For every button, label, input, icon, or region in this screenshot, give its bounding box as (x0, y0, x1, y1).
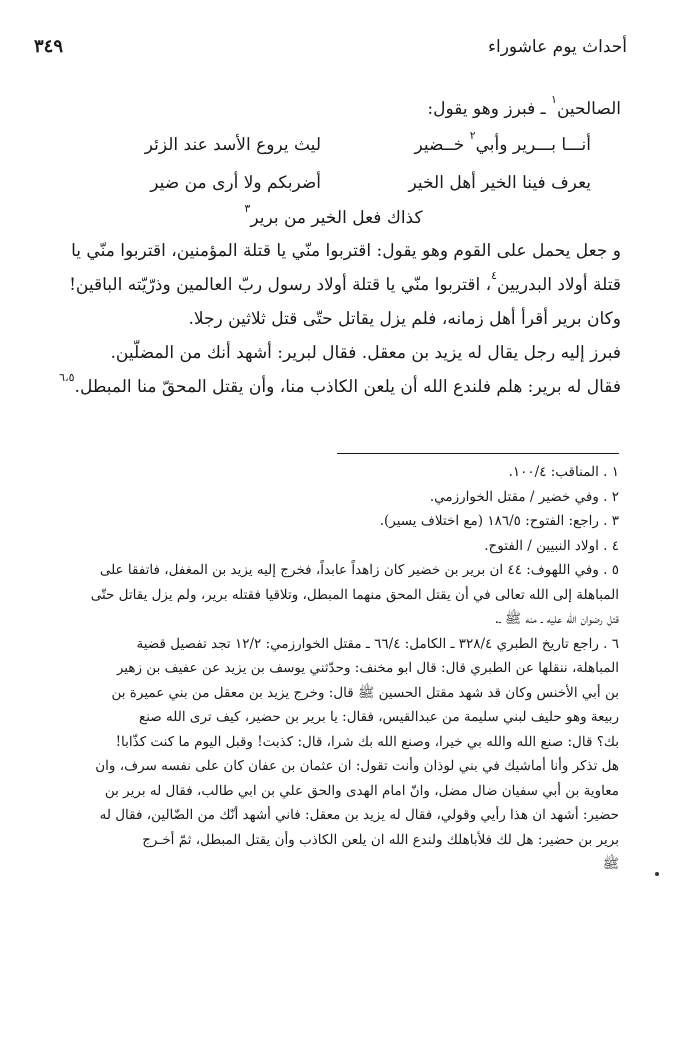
footnote-line: بك؟ قال: صنع الله والله بي خيرا، وصنع الله بك شرا، قال: كذبت! وقبل اليوم ما كنت كذّابا! (115, 733, 619, 750)
footnote-line: ٣ . راجع: الفتوح: ١٨٦/٥ (مع اختلاف يسير). (379, 513, 619, 529)
footnote-ref: ٣ (244, 202, 251, 216)
intro-rest: ـ فبرز وهو يقول: (427, 99, 552, 119)
verse-hemistich-first: يعرف فينا الخير أهل الخير (408, 173, 591, 193)
verse-row (46, 126, 621, 164)
line-text: فبرز إليه رجل يقال له يزيد بن معقل. فقال لبرير: أشهد أنك من المضلّين. (110, 343, 621, 363)
footnote-line: المباهلة إلى الله تعالى في أن يقتل المحق منهما المبطل، وتلاقيا فقتله برير، ولم يزل يقاتل حتّى (90, 586, 619, 603)
footnote-line: ١ . المناقب: ١٠٠/٤. (508, 464, 619, 480)
footnote-line: ﷺ (602, 856, 619, 872)
footnote-line: هل تذكر وأنا أماشيك في بني لوذان وأنت تقول: ان عثمان بن عفان كان على نفسه سرف، وان (95, 758, 619, 774)
verse-hemistich-second: أضربكم ولا أرى من ضير (150, 173, 321, 193)
footnote-ref: ٤ (491, 269, 498, 283)
verse-hemistich-second: ليث يروع الأسد عند الزئر (144, 135, 321, 155)
hemistich-text: أنـــا بـــرير وأبي (475, 135, 591, 155)
footnote-ref: ١ (551, 93, 557, 107)
hemistich-tail: خــضير (414, 135, 470, 155)
verse-hemistich-first (415, 126, 591, 164)
verse-center-text: كذاك فعل الخير من برير (250, 208, 423, 228)
main-text (46, 92, 621, 404)
footnote-line: المباهلة، ننقلها عن الطبري قال: قال ابو مخنف: وحدّثني يوسف بن يزيد عن عفيف بن زهير (116, 660, 619, 676)
running-title: أحداث يوم عاشوراء (487, 37, 627, 57)
line-text: فقال له برير: هلم فلندع الله أن يلعن الكاذب منا، وأن يقتل المحقّ منا المبطل. (74, 377, 621, 397)
margin-dot (655, 872, 659, 876)
footnote-ref: ٢ (469, 129, 476, 143)
footnote-line: ٦ . راجع تاريخ الطبري ٣٢٨/٤ ـ الكامل: ٦٦/٤ ـ مقتل الخوارزمي: ١٢/٢ تجد تفصيل قضية (136, 635, 619, 652)
line-text: و جعل يحمل على القوم وهو يقول: اقتربوا منّي يا قتلة المؤمنين، اقتربوا منّي يا (71, 241, 621, 261)
footnote-line: ٥ . وفي اللهوف: ٤٤ ان برير بن خضير كان زاهداً عابداً، فخرج إليه يزيد بن المغفل، فاتفقا على (99, 562, 619, 578)
footnote-line: ٤ . اولاد النبيين / الفتوح. (484, 537, 619, 554)
footnotes (42, 460, 619, 877)
line-tail: ، اقتربوا منّي يا قتلة أولاد رسول ربّ العالمين وذرّيّته الباقين! (69, 275, 492, 295)
page-number: ٣٤٩ (34, 36, 64, 57)
poem (46, 126, 621, 234)
footnote-line: معاوية بن أبي سفيان ضال مضل، وانّ امام الهدى والحق علي بن ابي طالب، فقال له برير بن (104, 782, 619, 799)
paragraph-line (46, 302, 621, 336)
intro-line (46, 92, 621, 126)
footnote-line: حضير: أشهد ان هذا رأيي وقولي، فقال له يزيد بن معقل: فاني أشهد أنّك من الضّالين، فقال له (99, 807, 619, 823)
footnote-line: بن أبي الأخنس وكان قد شهد مقتل الحسين ﷺ قال: وخرج يزيد بن معقل من بني عميرة بن (111, 684, 619, 701)
footnote-line: ربيعة وهو حليف لبني سليمة من عبدالقيس، فقال: يا برير بن حضير، كيف ترى الله صنع (139, 709, 619, 725)
running-header (34, 34, 627, 60)
footnote-line: قتل رضوان الله عليه ـ منه ﷺ ـ. (494, 611, 619, 627)
line-text: قتلة أولاد البدريين (497, 275, 621, 295)
verse-row (46, 164, 621, 202)
paragraph-line (46, 234, 621, 268)
footnote-separator (337, 453, 619, 454)
paragraph-line (46, 336, 621, 370)
paragraph-line (46, 370, 621, 404)
paragraph-line (46, 268, 621, 302)
footnote-ref: ٦،٥ (59, 371, 75, 385)
line-text: وكان برير أقرأ أهل زمانه، فلم يزل يقاتل حتّى قتل ثلاثين رجلا. (188, 309, 621, 329)
intro-word: الصالحين (556, 99, 621, 119)
footnote-line: ٢ . وفي خضير / مقتل الخوارزمي. (429, 488, 619, 505)
verse-center (46, 202, 621, 234)
footnote-line: برير بن حضير: هل لك فلأباهلك ولندع الله ان يلعن الكاذب وأن يقتل المبطل، ثمّ أخـرج (142, 831, 619, 848)
